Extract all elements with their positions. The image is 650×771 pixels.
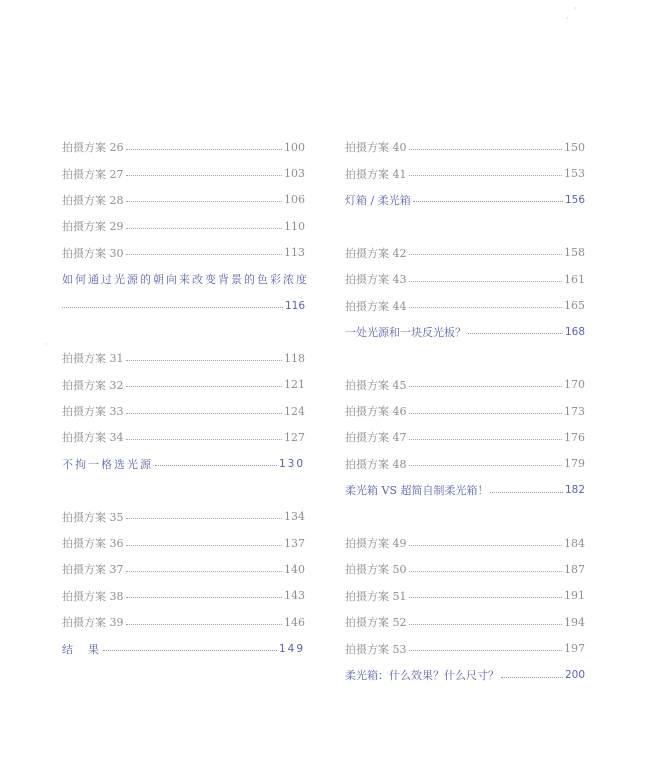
dot-leader: [409, 149, 563, 150]
toc-entry[interactable]: [345, 240, 585, 266]
dot-leader: [409, 650, 563, 651]
section-title: 灯箱 / 柔光箱: [345, 193, 411, 207]
toc-entry[interactable]: [345, 160, 585, 186]
entry-title: 拍摄方案 38: [62, 589, 124, 603]
entry-title: 拍摄方案 27: [62, 167, 124, 181]
section-entry[interactable]: [62, 635, 305, 661]
dot-leader: [126, 413, 283, 414]
section-entry[interactable]: [345, 662, 585, 688]
toc-entry[interactable]: [62, 556, 305, 582]
toc-entry[interactable]: [62, 424, 305, 450]
scan-speck: ·: [574, 4, 577, 13]
entry-title: 拍摄方案 49: [345, 537, 407, 551]
section-title: 柔光箱：什么效果？什么尺寸？: [345, 669, 499, 682]
entry-title: 拍摄方案 42: [345, 246, 407, 260]
page-number: 116: [284, 299, 305, 312]
entry-title: 拍摄方案 50: [345, 563, 407, 577]
page-number: 156: [564, 193, 585, 206]
toc-entry[interactable]: [345, 266, 585, 292]
dot-leader: [126, 439, 283, 440]
entry-title: 拍摄方案 37: [62, 563, 124, 577]
section-title: 柔光箱 VS 超简自制柔光箱！: [345, 484, 489, 498]
dot-leader: [409, 597, 563, 598]
page-number: 137: [284, 536, 305, 550]
page-number: 194: [564, 615, 585, 629]
page-number: 143: [284, 589, 305, 603]
page-number: 184: [564, 536, 585, 550]
toc-entry[interactable]: [345, 635, 585, 661]
toc-entry[interactable]: [62, 530, 305, 556]
page-number: 110: [284, 219, 305, 233]
toc-entry[interactable]: [345, 424, 585, 450]
page-number: 153: [564, 167, 585, 181]
entry-title: 拍摄方案 47: [345, 431, 407, 445]
dot-leader: [126, 571, 283, 572]
dot-leader: [126, 228, 283, 229]
dot-leader: [409, 624, 563, 625]
dot-leader: [126, 624, 283, 625]
entry-title: 拍摄方案 45: [345, 378, 407, 392]
entry-title: 拍摄方案 29: [62, 220, 124, 234]
page-number: 187: [564, 562, 585, 576]
dot-leader: [126, 360, 283, 361]
page-number: 140: [284, 562, 305, 576]
entry-title: 拍摄方案 30: [62, 246, 124, 260]
entry-title: 拍摄方案 44: [345, 299, 407, 313]
dot-leader: [409, 413, 563, 414]
entry-title: 拍摄方案 53: [345, 642, 407, 656]
page-number: 200: [564, 669, 585, 681]
dot-leader: [126, 149, 283, 150]
toc-entry[interactable]: [345, 530, 585, 556]
page-number: 149: [278, 642, 305, 655]
dot-leader: [126, 175, 283, 176]
page-number: 158: [564, 246, 585, 260]
section-title[interactable]: 如何通过光源的朝向来改变背景的色彩浓度: [62, 273, 309, 287]
dot-leader: [155, 465, 277, 466]
entry-title: 拍摄方案 31: [62, 352, 124, 366]
page-number: 124: [284, 404, 305, 418]
toc-entry[interactable]: [345, 398, 585, 424]
toc-entry[interactable]: [345, 451, 585, 477]
entry-title: 拍摄方案 46: [345, 405, 407, 419]
dot-leader: [126, 386, 283, 387]
entry-title: 拍摄方案 26: [62, 141, 124, 155]
toc-entry[interactable]: [62, 240, 305, 266]
page-number: 173: [564, 404, 585, 418]
toc-entry[interactable]: [345, 134, 585, 160]
dot-leader: [490, 492, 562, 493]
page-number: 197: [564, 642, 585, 656]
toc-entry[interactable]: [62, 160, 305, 186]
entry-title: 拍摄方案 41: [345, 167, 407, 181]
dot-leader: [413, 201, 563, 202]
dot-leader: [126, 254, 283, 255]
entry-title: 拍摄方案 32: [62, 378, 124, 392]
dot-leader: [409, 175, 563, 176]
entry-title: 拍摄方案 28: [62, 193, 124, 207]
section-entry[interactable]: [345, 187, 585, 213]
page-number: 165: [564, 299, 585, 313]
entry-title: 拍摄方案 35: [62, 510, 124, 524]
entry-title: 拍摄方案 51: [345, 589, 407, 603]
section-title: 结 果: [62, 642, 101, 656]
dot-leader: [409, 386, 563, 387]
toc-entry[interactable]: [62, 345, 305, 371]
entry-title: 拍摄方案 43: [345, 273, 407, 287]
page-number: 113: [284, 246, 305, 260]
page-number: 170: [564, 378, 585, 392]
dot-leader: [126, 597, 283, 598]
entry-title: 拍摄方案 33: [62, 405, 124, 419]
dot-leader: [468, 333, 563, 334]
toc-entry[interactable]: [62, 583, 305, 609]
toc-entry[interactable]: [62, 213, 305, 239]
section-entry[interactable]: [62, 292, 305, 318]
toc-entry[interactable]: [62, 372, 305, 398]
dot-leader: [409, 545, 563, 546]
toc-entry[interactable]: [62, 134, 305, 160]
dot-leader: [126, 201, 283, 202]
entry-title: 拍摄方案 48: [345, 457, 407, 471]
section-title: 一处光源和一块反光板？: [345, 325, 466, 339]
toc-entry[interactable]: [345, 372, 585, 398]
page-number: 191: [564, 589, 585, 603]
page-number: 127: [284, 430, 305, 444]
page-number: 106: [284, 193, 305, 207]
toc-entry[interactable]: [345, 292, 585, 318]
dot-leader: [126, 518, 283, 519]
toc-entry[interactable]: [345, 609, 585, 635]
entry-title: 拍摄方案 36: [62, 537, 124, 551]
section-title: 不拘一格选光源: [62, 457, 153, 471]
scan-speck: ·: [45, 340, 48, 349]
dot-leader: [103, 650, 277, 651]
section-entry[interactable]: [345, 319, 585, 345]
page-number: 182: [564, 484, 585, 497]
toc-right-column: [345, 134, 585, 688]
entry-title: 拍摄方案 52: [345, 616, 407, 630]
dot-leader: [126, 545, 283, 546]
page-number: 103: [284, 167, 305, 181]
dot-leader: [409, 571, 563, 572]
page-number: 176: [564, 430, 585, 444]
scan-speck: ·: [566, 14, 569, 23]
page-number: 118: [284, 351, 305, 365]
section-entry[interactable]: [345, 477, 585, 503]
dot-leader: [409, 307, 563, 308]
toc-entry[interactable]: [62, 187, 305, 213]
toc-entry[interactable]: [345, 556, 585, 582]
page-number: 134: [284, 510, 305, 524]
dot-leader: [409, 281, 563, 282]
entry-title: 拍摄方案 40: [345, 141, 407, 155]
toc-entry[interactable]: [345, 583, 585, 609]
entry-title: 拍摄方案 39: [62, 616, 124, 630]
toc-entry[interactable]: [62, 609, 305, 635]
page-number: 168: [564, 325, 585, 338]
section-entry[interactable]: [62, 451, 305, 477]
page-number: 150: [564, 140, 585, 154]
toc-entry[interactable]: [62, 503, 305, 529]
dot-leader: [409, 254, 563, 255]
page-number: 100: [284, 140, 305, 154]
toc-entry[interactable]: [62, 398, 305, 424]
dot-leader: [409, 439, 563, 440]
page-number: 179: [564, 457, 585, 471]
entry-title: 拍摄方案 34: [62, 431, 124, 445]
page-number: 121: [284, 378, 305, 392]
dot-leader: [409, 465, 563, 466]
page-number: 130: [278, 457, 305, 470]
page-number: 146: [284, 615, 305, 629]
toc-left-column: [62, 134, 309, 662]
dot-leader: [62, 307, 283, 308]
dot-leader: [501, 677, 563, 678]
page-number: 161: [564, 272, 585, 286]
